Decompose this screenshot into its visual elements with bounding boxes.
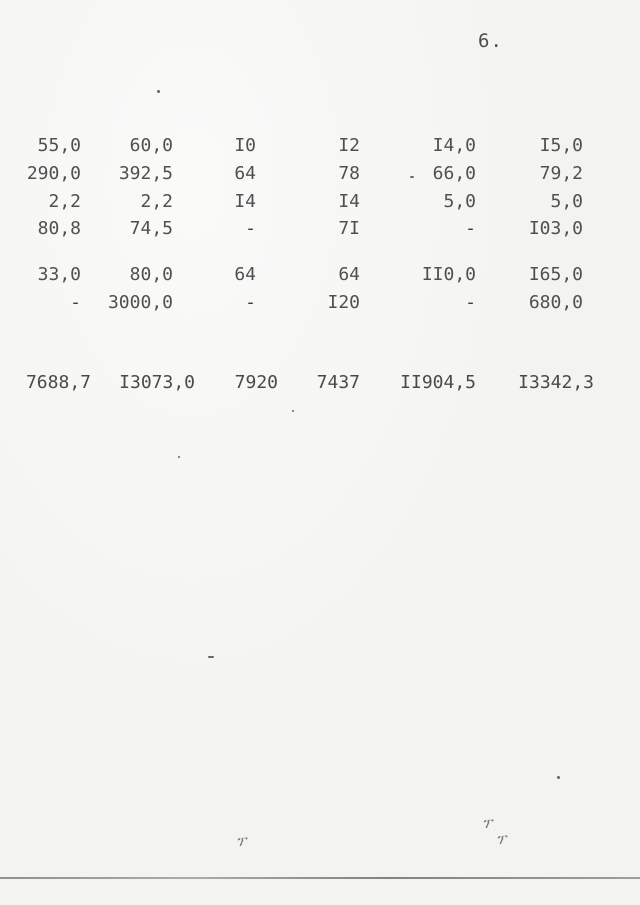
table-cell: 78	[338, 163, 360, 184]
total-cell: II904,5	[400, 372, 476, 393]
table-cell: -	[245, 218, 256, 239]
totals-row	[0, 371, 640, 395]
table-cell: I03,0	[528, 218, 583, 239]
table-cell: 33,0	[37, 264, 81, 285]
total-cell: 7920	[234, 372, 278, 393]
table-cell: 64	[234, 163, 256, 184]
total-cell: I3073,0	[119, 372, 195, 393]
bottom-edge-line	[0, 877, 640, 879]
table-cell: I2	[338, 135, 360, 156]
table-cell: 680,0	[528, 292, 583, 313]
table-cell: I0	[234, 135, 256, 156]
table-cell: -	[70, 292, 81, 313]
table-cell: II0,0	[421, 264, 476, 285]
table-cell: 5,0	[443, 191, 476, 212]
page-number: 6.	[478, 30, 503, 52]
table-cell: I65,0	[528, 264, 583, 285]
total-cell: I3342,3	[518, 372, 594, 393]
table-cell: 74,5	[129, 218, 173, 239]
table-cell: 290,0	[26, 163, 81, 184]
table-cell: I20	[327, 292, 360, 313]
table-cell: 80,0	[129, 264, 173, 285]
paper-speck	[178, 456, 180, 458]
table-row	[0, 263, 640, 287]
table-cell: -	[465, 218, 476, 239]
table-row	[0, 162, 640, 186]
paper-speck	[410, 176, 414, 178]
table-cell: I4	[338, 191, 360, 212]
table-cell: 60,0	[129, 135, 173, 156]
table-row	[0, 291, 640, 315]
table-cell: 66,0	[432, 163, 476, 184]
table-cell: I4,0	[432, 135, 476, 156]
paper-speck	[208, 656, 214, 658]
total-cell: 7437	[316, 372, 360, 393]
table-cell: 2,2	[48, 191, 81, 212]
paper-speck	[292, 410, 294, 412]
table-cell: I4	[234, 191, 256, 212]
table-cell: 55,0	[37, 135, 81, 156]
table-cell: 2,2	[140, 191, 173, 212]
paper-speck	[157, 90, 160, 93]
table-row	[0, 190, 640, 214]
table-cell: -	[465, 292, 476, 313]
table-cell: -	[245, 292, 256, 313]
table-cell: 79,2	[539, 163, 583, 184]
table-cell: 64	[234, 264, 256, 285]
table-cell: 392,5	[118, 163, 173, 184]
table-cell: 3000,0	[107, 292, 173, 313]
table-cell: 7I	[338, 218, 360, 239]
table-cell: I5,0	[539, 135, 583, 156]
total-cell: 7688,7	[25, 372, 91, 393]
handwritten-mark: ፕ	[482, 816, 492, 832]
table-cell: 80,8	[37, 218, 81, 239]
table-row	[0, 134, 640, 158]
table-cell: 5,0	[550, 191, 583, 212]
handwritten-mark: ፕ	[236, 834, 246, 850]
paper-speck	[557, 776, 560, 779]
table-row	[0, 217, 640, 241]
handwritten-mark: ፕ	[496, 832, 506, 848]
table-cell: 64	[338, 264, 360, 285]
